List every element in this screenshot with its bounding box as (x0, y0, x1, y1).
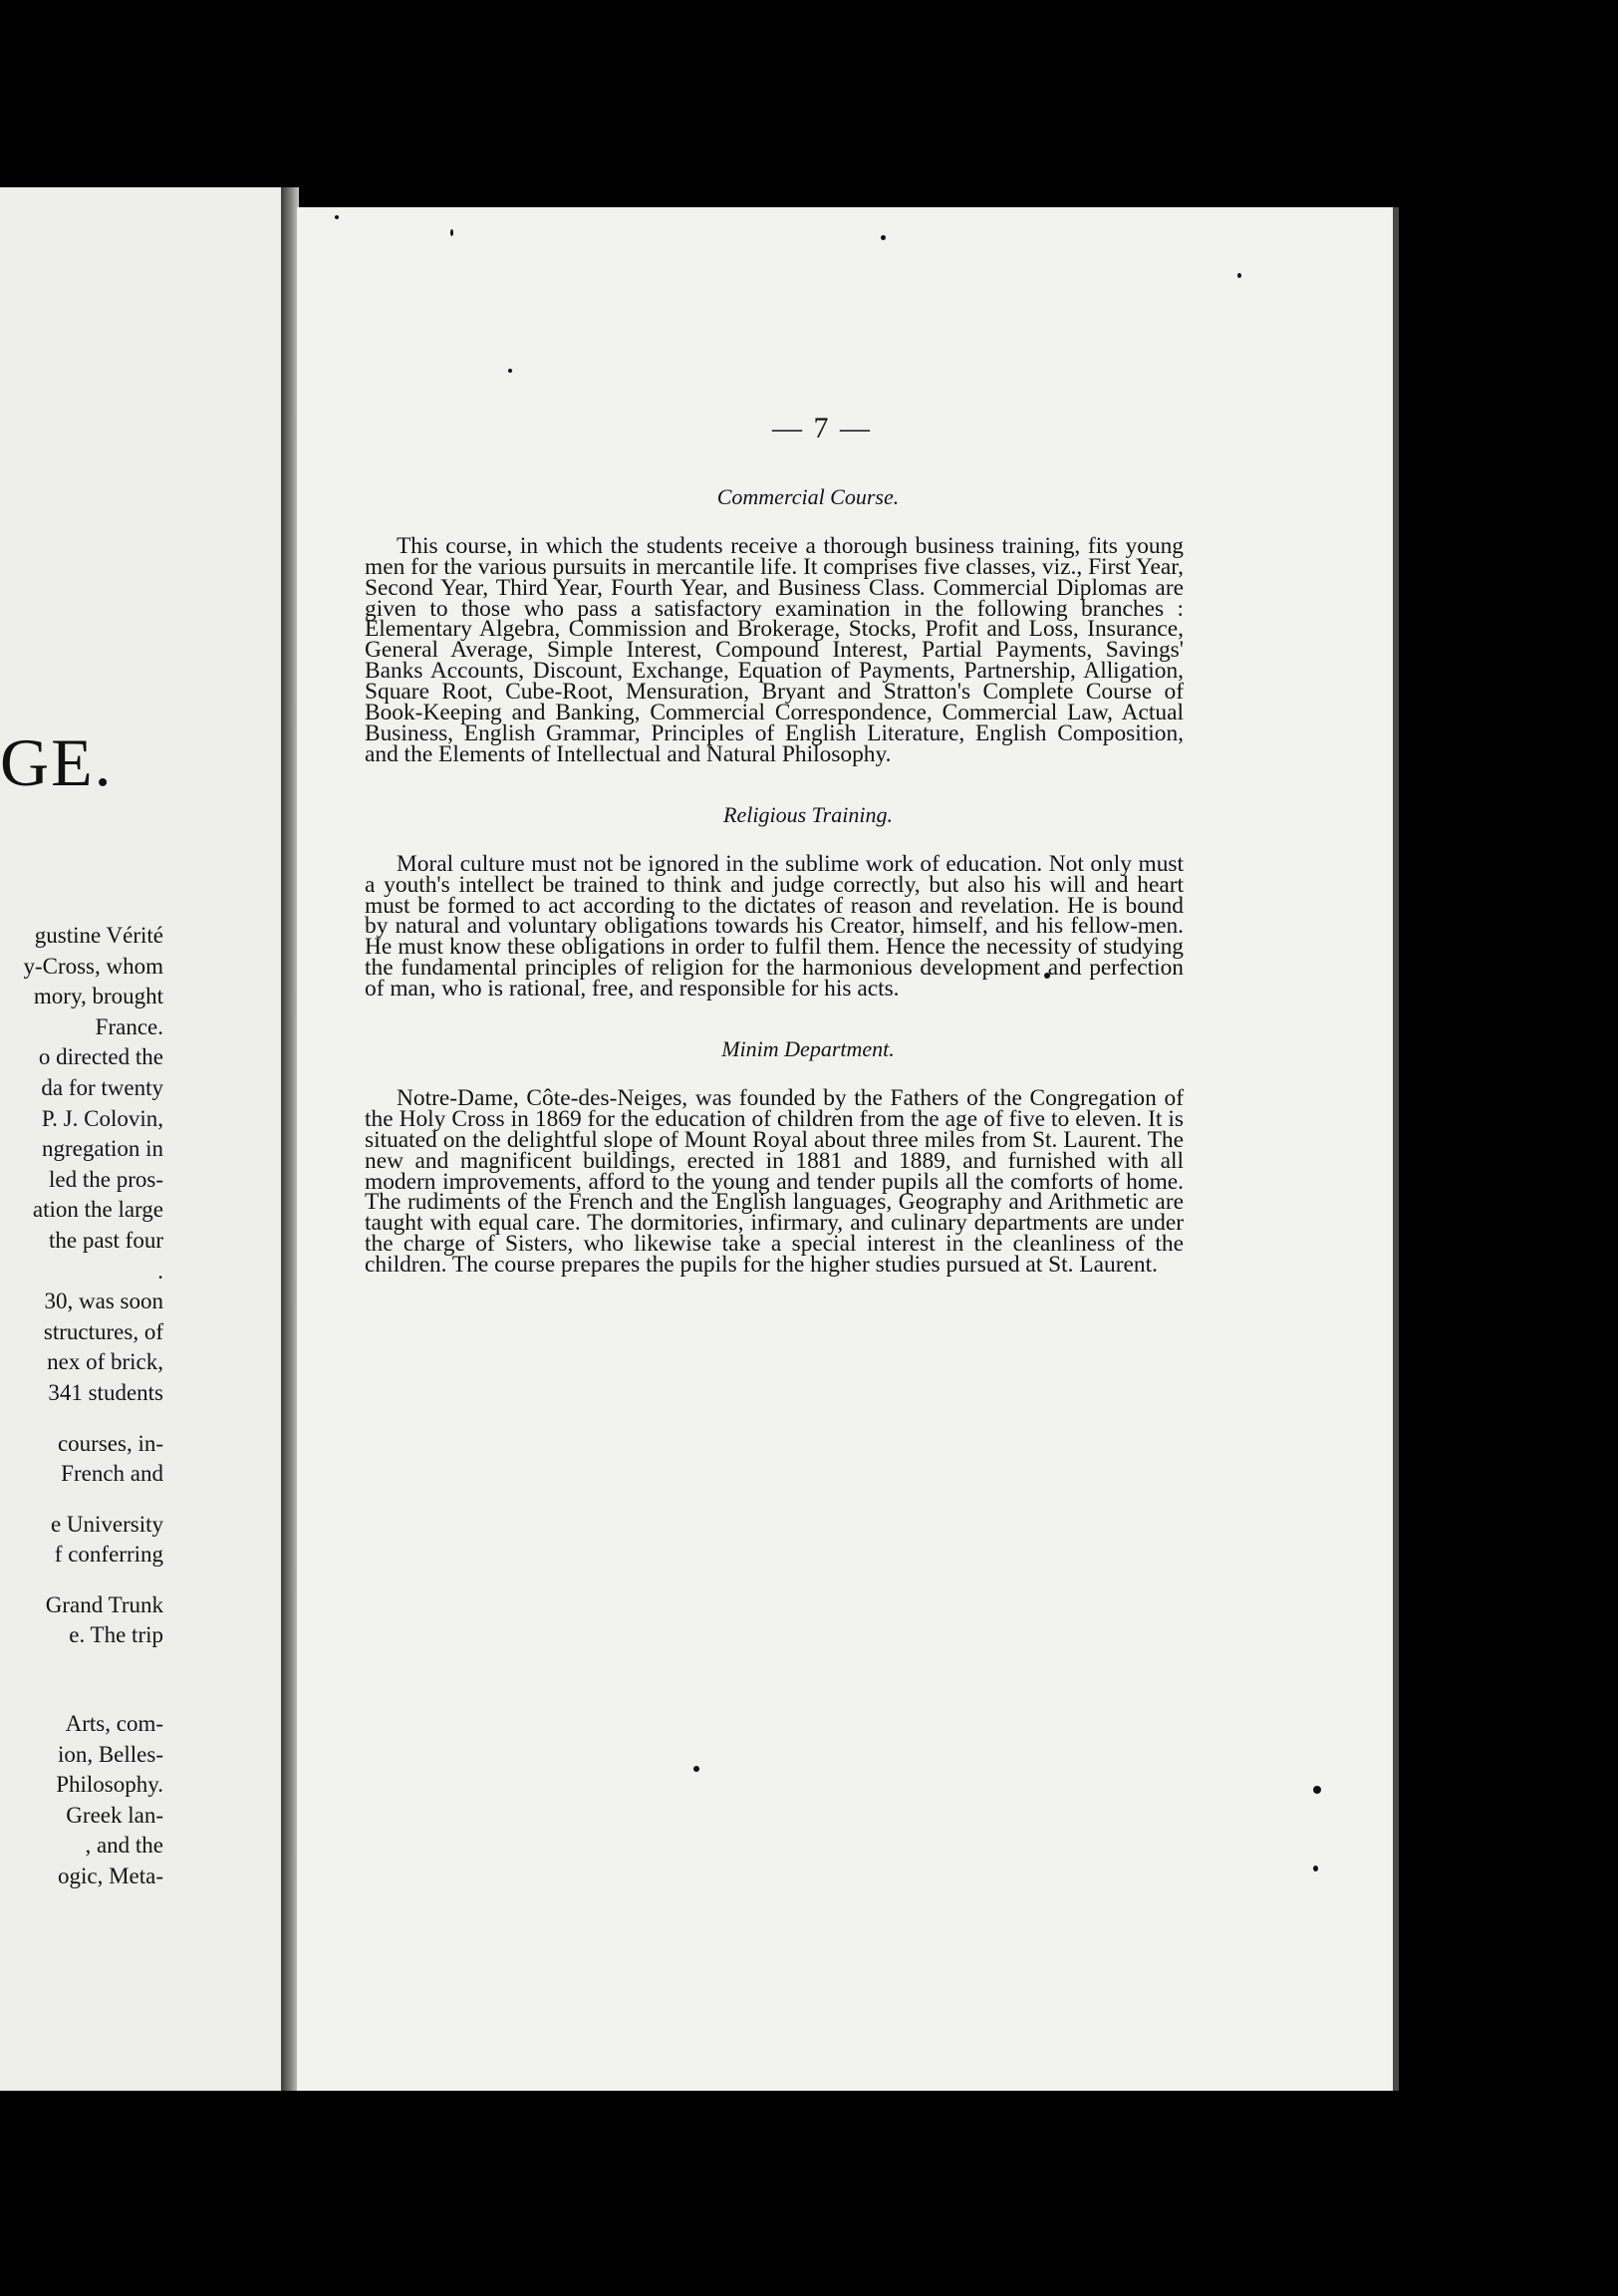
section-body-religious-training: Moral culture must not be ignored in the sublime work of education. Not only must a youth's intellect be trained to think and judge correctly, but also his will and heart must be formed to act according to the dictates of reason and revelation. He is bound by natural and voluntary obligations towards his Creator, himself, and his fellow-men. He must know these obligations in order to fulfil them. Hence the necessity of studying the fundamental principles of religion for the harmonious development and perfection of man, who is rational, free, and responsible for his acts. (365, 850, 1184, 1003)
left-line: 341 students (48, 1379, 163, 1405)
left-line: y-Cross, whom (23, 953, 163, 979)
left-line: Grand Trunk (45, 1591, 163, 1617)
left-gap (8, 1651, 163, 1709)
left-line: P. J. Colovin, (41, 1105, 163, 1131)
scan-speck (1313, 1866, 1318, 1871)
left-line: o directed the (38, 1044, 163, 1070)
section-body-commercial-course: This course, in which the students receive a thorough business training, fits young men for the various pursuits in mercantile life. It comprises five classes, viz., First Year, Second Year, Third Year, Fourth Year, and Business Class. Commercial Diplomas are given to those who pass a satisfactory examination in the following branches : Elementary Algebra, Commission and Brokerage, Stocks, Profit and Loss, Insurance, General Average, Simple Interest, Compound Interest, Partial Payments, Savings' Banks Accounts, Discount, Exchange, Equation of Payments, Partnership, Alligation, Square Root, Cube-Root, Mensuration, Bryant and Stratton's Complete Course of Book-Keeping and Banking, Commercial Correspondence, Commercial Law, Actual Business, English Grammar, Principles of English Literature, English Composition, and the Elements of Intellectual and Natural Philosophy. (365, 532, 1184, 767)
scan-speck (881, 235, 886, 240)
section-heading-religious-training: Religious Training. (723, 801, 893, 827)
left-gap (8, 1490, 163, 1510)
right-page (297, 207, 1399, 2091)
left-line: Arts, com- (65, 1711, 163, 1737)
left-line: the past four (49, 1227, 163, 1253)
section-body-minim-department: Notre-Dame, Côte-des-Neiges, was founded by the Fathers of the Congregation of the Holy Cross in 1869 for the education of children from the age of five to eleven. It is situated on the delightful slope of Mount Royal about three miles from St. Laurent. The new and magnificent buildings, erected in 1881 and 1889, and furnished with all modern improvements, afford to the young and tender pupils all the comforts of home. The rudiments of the French and the English languages, Geography and Arithmetic are taught with equal care. The dormitories, infirmary, and culinary departments are under the charge of Sisters, who likewise take a special interest in the cleanliness of the children. The course prepares the pupils for the higher studies pursued at St. Laurent. (365, 1084, 1184, 1279)
left-line: gustine Vérité (34, 923, 163, 948)
left-line: da for twenty (41, 1074, 163, 1100)
left-line: f conferring (54, 1542, 163, 1568)
left-line: , and the (85, 1833, 163, 1859)
scan-speck (450, 229, 453, 236)
section-heading-minim-department: Minim Department. (721, 1036, 895, 1062)
scan-speck (1313, 1786, 1321, 1794)
left-line: 30, was soon (44, 1289, 163, 1314)
left-line: structures, of (43, 1318, 163, 1344)
page-content (365, 412, 1184, 1315)
scan-speck (508, 369, 512, 373)
left-line: nex of brick, (47, 1349, 163, 1375)
left-line: e University (50, 1511, 163, 1537)
left-line: e. The trip (69, 1622, 163, 1648)
left-line: mory, brought (33, 984, 163, 1009)
section-heading-commercial-course: Commercial Course. (716, 483, 900, 509)
page-number: — 7 — (772, 412, 872, 444)
left-page-fragment (0, 187, 285, 2091)
left-line: France. (95, 1013, 163, 1039)
scan-speck (693, 1766, 699, 1772)
left-page-text-column (8, 921, 163, 1892)
left-line: French and (61, 1461, 163, 1487)
left-line: Greek lan- (66, 1802, 163, 1828)
left-gap (8, 1409, 163, 1429)
left-line: ogic, Meta- (57, 1864, 163, 1889)
scan-speck (335, 215, 339, 219)
page-edge-shadow (1393, 207, 1399, 2091)
left-line: ngregation in (42, 1136, 163, 1162)
left-line: Philosophy. (56, 1772, 163, 1798)
left-line: led the pros- (49, 1166, 163, 1192)
left-page-heading-fragment: GE. (0, 724, 114, 800)
left-line: courses, in- (57, 1430, 163, 1456)
left-gap (8, 1571, 163, 1590)
left-line: ion, Belles- (57, 1741, 163, 1767)
left-line: ation the large (32, 1197, 163, 1223)
scan-speck (1237, 273, 1241, 278)
left-line: . (157, 1258, 163, 1284)
